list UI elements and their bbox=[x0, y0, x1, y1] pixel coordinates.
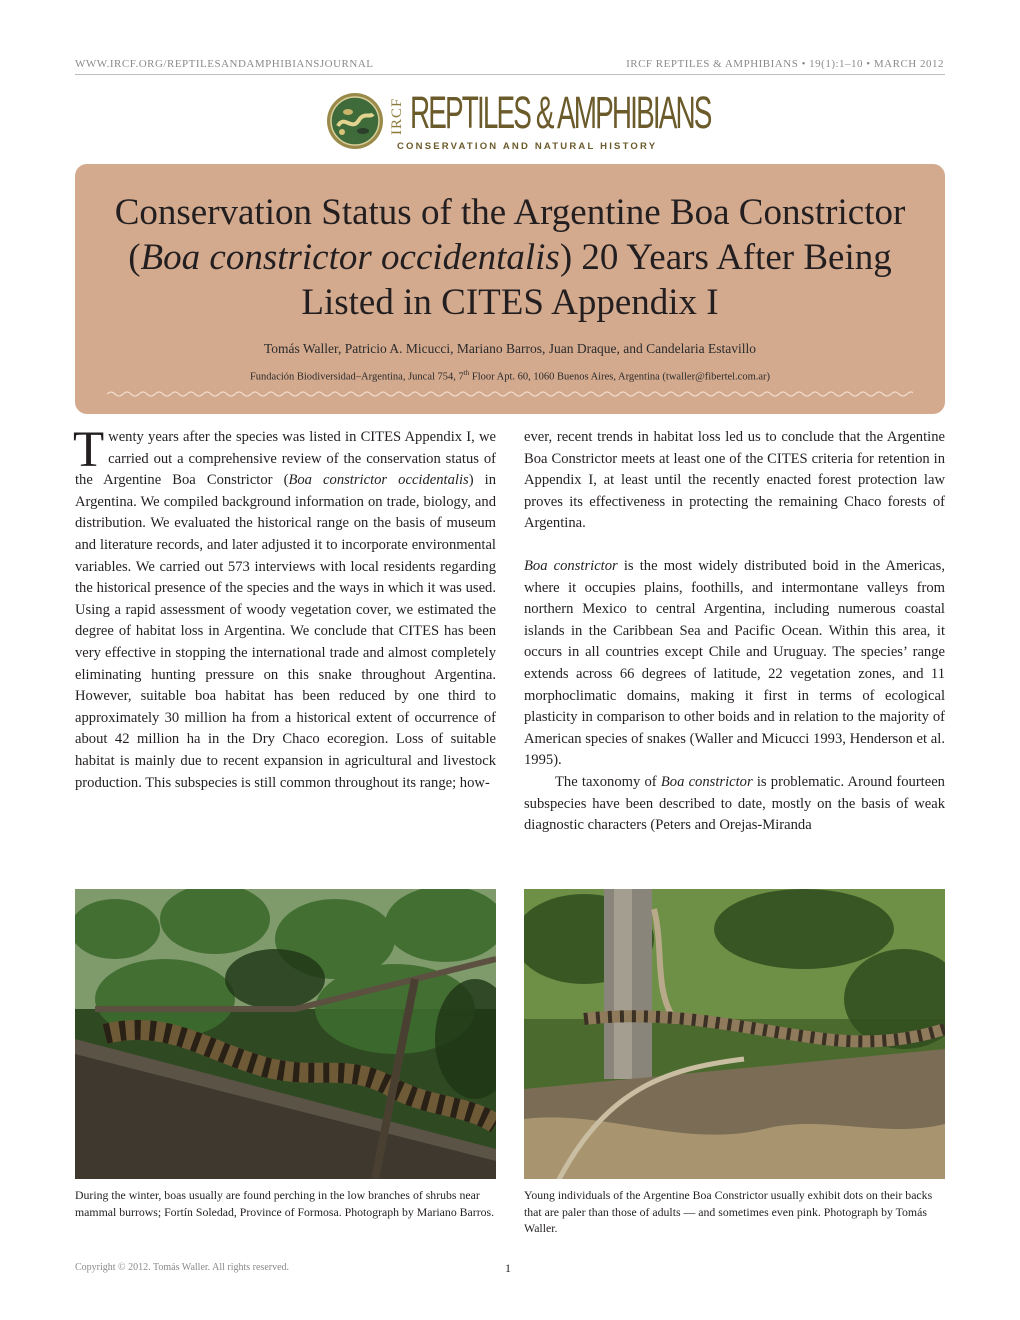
drop-cap: T bbox=[73, 422, 105, 478]
copyright-notice: Copyright © 2012. Tomás Waller. All rights reserved. bbox=[75, 1262, 290, 1273]
figure-caption-right: Young individuals of the Argentine Boa Constrictor usually exhibit dots on their backs that are paler than those of adults — and sometimes even pink. Photograph by Tomás Waller. bbox=[524, 1188, 933, 1235]
abstract-paragraph: Twenty years after the species was listed in CITES Appendix I, we carried out a comprehensive review of the conservation status of the Argentine Boa Constrictor (Boa constrictor occidentalis) in Argentina. We compiled background information on trade, biology, and distribution. We evaluated the historical range on the basis of museum and literature records, and later adjusted it to incorporate environmental variables. We carried out 573 interviews with local residents regarding the historical presence of the species and the ways in which it was used. Using a rapid assessment of woody vegetation cover, we estimated the degree of habitat loss in Argentina. We conclude that CITES has been very effective in stopping the international trade and almost completely eliminating hunting pressure on this snake throughout Argentina. However, suitable boa habitat has been reduced by one third to approximately 30 million ha from a historical extent of occurrence of about 42 million ha in the Dry Chaco ecoregion. Loss of suitable habitat is mainly due to recent expansion in agricultural and livestock production. This subspecies is still common throughout its range; how- bbox=[73, 422, 496, 791]
boa-branch-photo bbox=[75, 889, 496, 1179]
journal-citation: IRCF REPTILES & AMPHIBIANS • 19(1):1–10 • MARCH 2012 bbox=[626, 58, 944, 70]
body-column-right bbox=[524, 427, 945, 837]
article-title: Conservation Status of the Argentine Boa Constrictor (Boa constrictor occidentalis) 20 Years After Being Listed in CITES Appendix I bbox=[114, 192, 906, 323]
header-rule bbox=[75, 74, 945, 75]
brand-prefix: IRCF bbox=[389, 97, 405, 135]
intro-paragraph: Boa constrictor is the most widely distributed boid in the Americas, where it occupies plains, foothills, and intermontane valleys from northern Mexico to central Argentina, including numerous coastal islands in the Caribbean Sea and Pacific Ocean. Within this area, it occurs in all countries except Chile and Uruguay. The species’ range extends across 66 degrees of latitude, 22 vegetation zones, and 11 morphoclimatic domains, making it first in terms of ecological plasticity in comparison to other boids and in relation to the majority of American species of snakes (Waller and Micucci 1993, Henderson et al. 1995). bbox=[524, 557, 945, 769]
taxonomy-paragraph: The taxonomy of Boa constrictor is problematic. Around fourteen subspecies have been described to date, mostly on the basis of weak diagnostic characters (Peters and Orejas-Miranda bbox=[524, 773, 945, 834]
ircf-logo-icon bbox=[326, 92, 384, 150]
figure-caption-left: During the winter, boas usually are found perching in the low branches of shrubs near mammal burrows; Fortín Soledad, Province of Formosa. Photograph by Mariano Barros. bbox=[75, 1188, 495, 1219]
article-affiliation: Fundación Biodiversidad–Argentina, Juncal 754, 7th Floor Apt. 60, 1060 Buenos Aires, Argentina (twaller@fibertel.com.ar) bbox=[249, 369, 771, 383]
article-authors: Tomás Waller, Patricio A. Micucci, Mariano Barros, Juan Draque, and Candelaria Estavillo bbox=[263, 341, 757, 356]
abstract-column-left bbox=[73, 422, 496, 794]
abstract-continuation: ever, recent trends in habitat loss led us to conclude that the Argentine Boa Constrictor meets at least one of the CITES criteria for retention in Appendix I, at least until the recently enacted forest protection law proves its effectiveness in protecting the remaining Chaco forests of Argentina. bbox=[524, 429, 945, 532]
young-boa-photo bbox=[524, 889, 945, 1179]
page-number: 1 bbox=[505, 1261, 511, 1275]
brand-subtitle: CONSERVATION AND NATURAL HISTORY bbox=[397, 141, 658, 152]
brand-title: REPTILES & AMPHIBIANS bbox=[410, 87, 711, 138]
wavy-divider bbox=[107, 390, 913, 398]
journal-url[interactable]: WWW.IRCF.ORG/REPTILESANDAMPHIBIANSJOURNAL bbox=[75, 58, 374, 70]
